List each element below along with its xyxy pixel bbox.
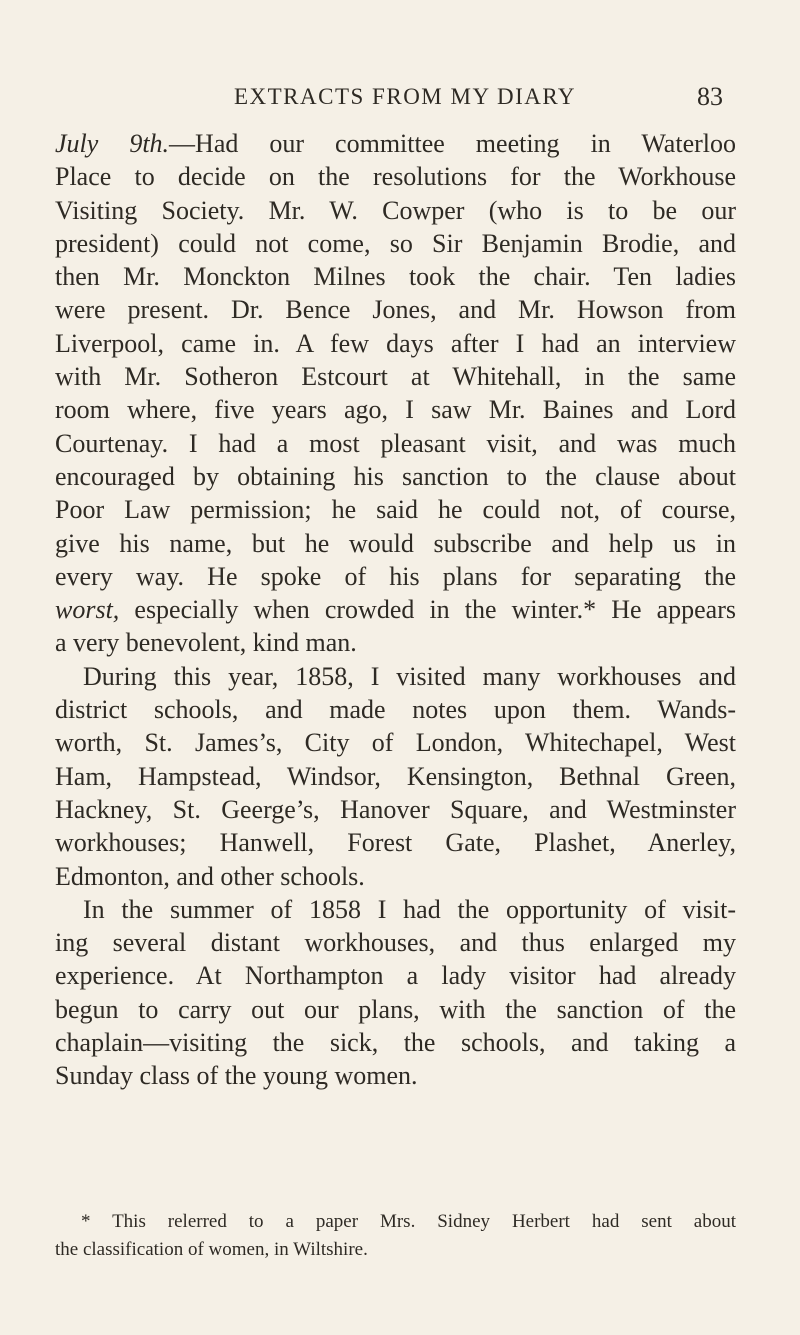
- text-line: Poor Law permission; he said he could not, of course,: [55, 495, 736, 525]
- entry-date: July 9th.: [55, 129, 170, 158]
- emphasis-worst: worst,: [55, 595, 120, 625]
- workhouses-paragraph: [55, 660, 736, 893]
- text-line: president) could not come, so Sir Benjamin Brodie, and: [55, 228, 736, 258]
- text-line: every way. He spoke of his plans for separating the: [55, 561, 736, 591]
- text-line: room where, five years ago, I saw Mr. Baines and Lord: [55, 395, 736, 425]
- text-line: experience. At Northampton a lady visitor had already: [55, 961, 736, 991]
- text-line: encouraged by obtaining his sanction to the clause about: [55, 461, 736, 491]
- text-line: Ham, Hampstead, Windsor, Kensington, Bethnal Green,: [55, 761, 736, 791]
- text-line: chaplain—visiting the sick, the schools, and taking a: [55, 1028, 736, 1058]
- diary-entry-paragraph: [55, 127, 736, 660]
- text-line: workhouses; Hanwell, Forest Gate, Plashet, Anerley,: [55, 828, 736, 858]
- footnote-line: * This relerred to a paper Mrs. Sidney Herbert had sent about: [81, 1211, 736, 1232]
- text-line: a very benevolent, kind man.: [55, 628, 357, 658]
- footnote-line: the classification of women, in Wiltshire.: [55, 1239, 368, 1260]
- text-line: Place to decide on the resolutions for the Workhouse: [55, 162, 736, 192]
- text-line: During this year, 1858, I visited many workhouses and: [83, 661, 736, 691]
- text-line: worst, especially when crowded in the winter.* He appears: [55, 595, 736, 625]
- text-line: Visiting Society. Mr. W. Cowper (who is to be our: [55, 195, 736, 225]
- text-line: ing several distant workhouses, and thus enlarged my: [55, 928, 736, 958]
- text-line: July 9th.—Had our committee meeting in Waterloo: [55, 129, 736, 158]
- summer-visits-paragraph: [55, 893, 736, 1093]
- text-line: Sunday class of the young women.: [55, 1061, 418, 1091]
- text-line: give his name, but he would subscribe and help us in: [55, 528, 736, 558]
- text-line: begun to carry out our plans, with the sanction of the: [55, 994, 736, 1024]
- text-line: Courtenay. I had a most pleasant visit, and was much: [55, 428, 736, 458]
- text-line: worth, St. James’s, City of London, Whitechapel, West: [55, 728, 736, 758]
- text-line: Hackney, St. Geerge’s, Hanover Square, and Westminster: [55, 794, 736, 824]
- footnote: [55, 1208, 736, 1264]
- text-line: district schools, and made notes upon them. Wands-: [55, 695, 736, 725]
- running-title: EXTRACTS FROM MY DIARY: [233, 84, 577, 109]
- page-number: 83: [697, 82, 723, 111]
- text-line: were present. Dr. Bence Jones, and Mr. Howson from: [55, 295, 736, 325]
- text-line: with Mr. Sotheron Estcourt at Whitehall, in the same: [55, 362, 736, 392]
- text-line: then Mr. Monckton Milnes took the chair. Ten ladies: [55, 262, 736, 292]
- text-line: Edmonton, and other schools.: [55, 861, 365, 891]
- main-text: [55, 127, 736, 1093]
- text-line: In the summer of 1858 I had the opportunity of visit-: [83, 894, 736, 924]
- text-line: Liverpool, came in. A few days after I had an interview: [55, 328, 736, 358]
